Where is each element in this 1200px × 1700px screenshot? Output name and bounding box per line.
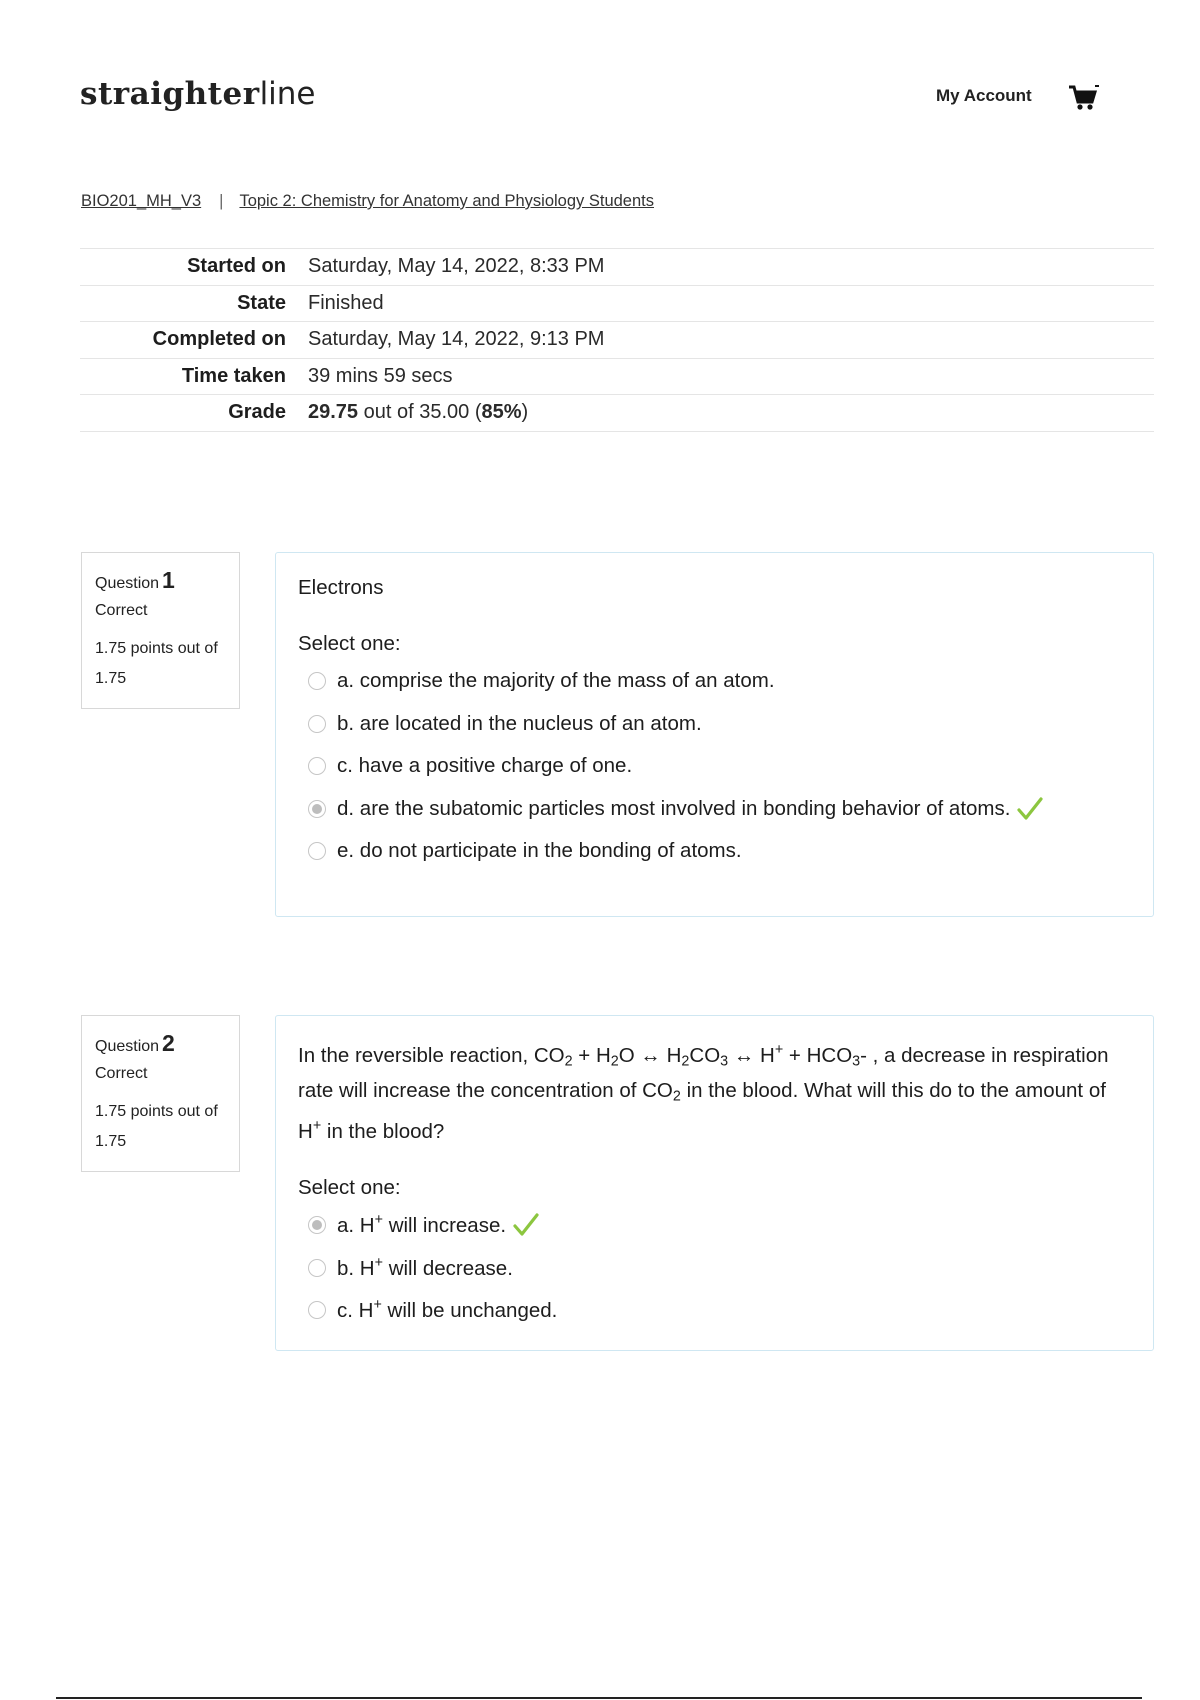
time-taken-value: 39 mins 59 secs — [308, 364, 453, 387]
option-label: c. H+ will be unchanged. — [337, 1297, 558, 1323]
radio-button[interactable] — [308, 1301, 326, 1319]
grade-out-of: out of 35.00 — [363, 401, 470, 424]
started-on-value: Saturday, May 14, 2022, 8:33 PM — [308, 255, 605, 278]
summary-row-completed — [80, 322, 1154, 359]
time-taken-label: Time taken — [181, 364, 286, 387]
summary-row-state — [80, 285, 1154, 322]
page-bottom-divider — [56, 1697, 1142, 1699]
q1-option-c[interactable] — [298, 745, 1131, 788]
select-one-prompt: Select one: — [298, 1175, 401, 1199]
option-label: e. do not participate in the bonding of atoms. — [337, 839, 742, 863]
breadcrumb-course-link[interactable]: BIO201_MH_V3 — [81, 192, 202, 210]
radio-button[interactable] — [308, 715, 326, 733]
breadcrumb-separator: | — [219, 192, 224, 210]
q1-option-d[interactable] — [298, 788, 1131, 831]
question-state: Correct — [95, 602, 148, 619]
straighterline-logo[interactable]: straighterline — [80, 76, 316, 112]
summary-row-grade — [80, 395, 1154, 432]
state-value: Finished — [308, 291, 384, 314]
summary-row-started — [80, 249, 1154, 286]
radio-button-selected[interactable] — [308, 800, 326, 818]
state-label: State — [237, 291, 286, 314]
breadcrumb — [81, 192, 654, 211]
question-1-info — [81, 552, 240, 709]
question-2-info — [81, 1015, 240, 1172]
question-state: Correct — [95, 1065, 148, 1082]
breadcrumb-topic-link[interactable]: Topic 2: Chemistry for Anatomy and Physiology Students — [239, 192, 654, 210]
radio-button[interactable] — [308, 842, 326, 860]
question-1-text: Electrons — [298, 576, 384, 599]
select-one-prompt: Select one: — [298, 632, 401, 655]
summary-row-time — [80, 358, 1154, 395]
option-label: a. comprise the majority of the mass of an atom. — [337, 669, 775, 693]
grade-label: Grade — [228, 401, 286, 424]
correct-check-icon — [512, 1212, 540, 1238]
grade-value: 29.75 out of 35.00 (85%) — [308, 401, 529, 424]
option-label: a. H+ will increase. — [337, 1212, 507, 1238]
question-grade: 1.75 points out of 1.75 — [95, 1103, 218, 1150]
radio-button[interactable] — [308, 757, 326, 775]
started-on-label: Started on — [187, 255, 286, 278]
q2-option-a[interactable] — [298, 1204, 1131, 1247]
grade-percent: 85% — [481, 401, 522, 424]
radio-button[interactable] — [308, 672, 326, 690]
correct-check-icon — [1016, 796, 1044, 822]
attempt-summary-table — [80, 248, 1154, 432]
option-label: d. are the subatomic particles most involved in bonding behavior of atoms. — [337, 796, 1011, 820]
q2-option-c[interactable] — [298, 1289, 1131, 1332]
grade-score: 29.75 — [308, 401, 359, 424]
question-2-text: In the reversible reaction, $CO_2 + H_2O$ ↔ $H_2CO_3$ ↔ $H^+ + HCO_3-$ , a decrease in respiration rate will increase the concentration of $CO_2$ in the blood. What will this do to the amount of H+ in the blood? — [298, 1042, 1109, 1143]
option-label: c. have a positive charge of one. — [337, 754, 633, 778]
cart-icon[interactable] — [1068, 84, 1100, 112]
q1-option-e[interactable] — [298, 830, 1131, 873]
radio-button[interactable] — [308, 1259, 326, 1277]
option-label: b. H+ will decrease. — [337, 1254, 513, 1280]
question-grade: 1.75 points out of 1.75 — [95, 640, 218, 687]
radio-button-selected[interactable] — [308, 1216, 326, 1234]
question-1-content — [275, 552, 1154, 917]
completed-on-value: Saturday, May 14, 2022, 9:13 PM — [308, 328, 605, 351]
completed-on-label: Completed on — [152, 328, 286, 351]
q2-option-b[interactable] — [298, 1246, 1131, 1289]
question-number: Question 1 — [95, 567, 175, 593]
option-label: b. are located in the nucleus of an atom. — [337, 711, 702, 735]
question-2-content — [275, 1015, 1154, 1351]
q1-option-b[interactable] — [298, 703, 1131, 746]
question-number: Question 2 — [95, 1030, 175, 1056]
my-account-link[interactable]: My Account — [936, 86, 1032, 105]
q1-option-a[interactable] — [298, 660, 1131, 703]
